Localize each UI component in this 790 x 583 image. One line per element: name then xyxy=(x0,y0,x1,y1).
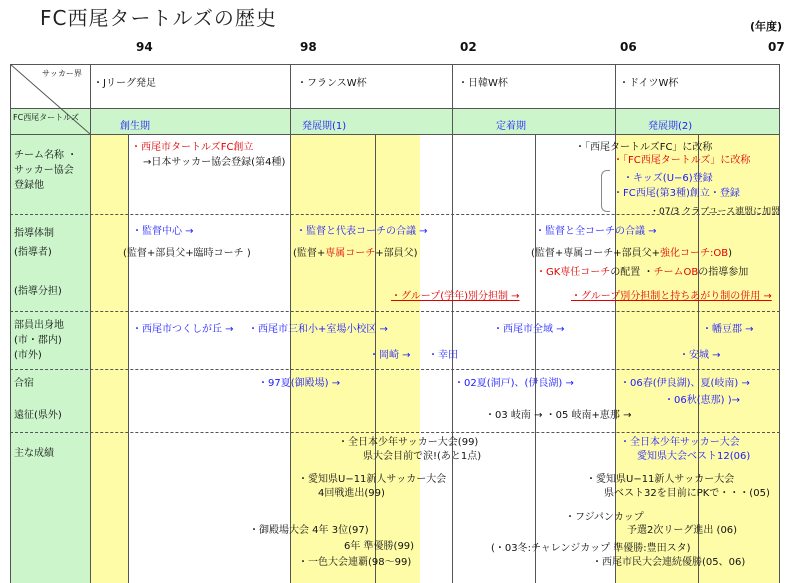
origin-entry: ・西尾市つくしが丘 → xyxy=(132,324,234,335)
coaching-entry: (監督+専属コーチ+部員父+強化コーチ:OB) xyxy=(531,248,733,259)
bracket xyxy=(601,170,610,212)
era-label: 発展期(1) xyxy=(302,121,347,132)
row-divider xyxy=(10,369,780,370)
origin-entry: ・幸田 xyxy=(428,350,458,361)
result-entry: ・西尾市民大会連続優勝(05、06) xyxy=(592,557,746,568)
row-label-expedition: 遠征(県外) xyxy=(14,410,62,421)
origin-entry: ・岡崎 → xyxy=(369,350,411,361)
origin-entry: ・西尾市三和小+室場小校区 → xyxy=(248,324,388,335)
row-label-results: 主な成績 xyxy=(14,448,54,459)
row-label-coaching-split: (指導分担) xyxy=(14,286,62,297)
expedition-entry: ・03 岐南 → ・05 岐南+恵那 → xyxy=(485,410,632,421)
origin-entry: ・西尾市全域 → xyxy=(493,324,565,335)
team-entry: →日本サッカー協会登録(第4種) xyxy=(143,157,286,168)
result-entry: 6年 準優勝(99) xyxy=(344,541,415,552)
unit-label: (年度) xyxy=(749,20,782,33)
result-entry: ・愛知県U−11新人サッカー大会 xyxy=(586,474,735,485)
origin-entry: ・幡豆郡 → xyxy=(702,324,754,335)
row-divider xyxy=(10,311,780,312)
result-entry: 4回戦進出(99) xyxy=(318,488,385,499)
era-label: 定着期 xyxy=(496,121,526,132)
camp-entry: ・02夏(洞戸)、(伊良湖) → xyxy=(454,378,574,389)
coaching-entry: ・グループ別分担制と持ちあがり制の併用 → xyxy=(571,291,772,302)
row-label-camp: 合宿 xyxy=(14,378,34,389)
team-entry: ・キッズ(U−6)登録 xyxy=(623,173,713,184)
era-label: 発展期(2) xyxy=(648,121,693,132)
result-entry: ・フジパンカップ xyxy=(565,512,644,523)
result-entry: 県大会目前で涙!(あと1点) xyxy=(363,451,482,462)
result-entry: 愛知県大会ベスト12(06) xyxy=(637,451,751,462)
result-entry: 県ベスト32を目前にPKで・・・(05) xyxy=(604,488,770,499)
camp-entry: ・06春(伊良湖)、夏(岐南) → xyxy=(620,378,750,389)
result-entry: 予選2次リーグ進出 (06) xyxy=(627,525,738,536)
result-entry: ・愛知県U−11新人サッカー大会 xyxy=(298,474,447,485)
soccer-event: ・日韓W杯 xyxy=(458,78,508,89)
coaching-entry: ・監督と代表コーチの合議 → xyxy=(296,226,428,237)
result-entry: (・03冬:チャレンジカップ 準優勝:豊田スタ) xyxy=(491,543,691,554)
year-label: 07 xyxy=(768,40,785,54)
camp-entry: ・06秋(恵那) )→ xyxy=(664,395,740,406)
team-entry: ・「西尾タートルズFC」に改称 xyxy=(575,142,713,153)
era-label: 創生期 xyxy=(120,121,150,132)
grid-line xyxy=(452,64,453,583)
grid-line xyxy=(90,64,91,583)
page-title: FC西尾タートルズの歴史 xyxy=(40,6,277,30)
grid-line xyxy=(10,64,780,65)
soccer-event: ・フランスW杯 xyxy=(297,78,367,89)
year-label: 94 xyxy=(136,40,153,54)
soccer-event: ・Jリーグ発足 xyxy=(93,78,156,89)
result-entry: ・全日本少年サッカー大会 xyxy=(620,437,740,448)
row-label-origin: 部員出身地 (市・郡内) (市外) xyxy=(14,320,64,361)
team-entry: ・「FC西尾タートルズ」に改称 xyxy=(613,155,751,166)
coaching-entry: (監督+専属コーチ+部員父) xyxy=(293,248,418,259)
year-label: 98 xyxy=(300,40,317,54)
year-label: 06 xyxy=(620,40,637,54)
soccer-event: ・ドイツW杯 xyxy=(619,78,679,89)
team-entry: ・07/3 クラブユース連盟に加盟 xyxy=(650,207,781,217)
year-label: 02 xyxy=(460,40,477,54)
team-entry: ・西尾市タートルズFC創立 xyxy=(131,142,254,153)
coaching-entry: ・監督と全コーチの合議 → xyxy=(535,226,657,237)
row-label-team: チーム名称 ・ サッカー協会 登録他 xyxy=(14,150,78,191)
grid-line xyxy=(10,134,780,135)
grid-line xyxy=(10,108,780,109)
row-divider xyxy=(10,432,780,433)
coaching-entry: (監督+部員父+臨時コーチ ) xyxy=(123,248,251,259)
highlight-band xyxy=(90,134,128,583)
result-entry: ・全日本少年サッカー大会(99) xyxy=(338,437,479,448)
coaching-entry: ・監督中心 → xyxy=(132,226,194,237)
result-entry: ・一色大会連覇(98〜99) xyxy=(298,557,412,568)
header-turtles: FC西尾タートルズ xyxy=(13,113,79,122)
team-entry: ・FC西尾(第3種)創立・登録 xyxy=(613,188,740,199)
header-soccer-world: サッカー界 xyxy=(42,69,82,78)
grid-line xyxy=(10,64,11,583)
coaching-entry: ・GK専任コーチの配置 ・チームOBの指導参加 xyxy=(536,267,749,278)
grid-line xyxy=(128,134,129,583)
grid-line xyxy=(535,134,536,583)
camp-entry: ・97夏(御殿場) → xyxy=(258,378,341,389)
origin-entry: ・安城 → xyxy=(679,350,721,361)
grid-line xyxy=(779,64,780,583)
row-label-coaching: 指導体制 (指導者) xyxy=(14,228,54,258)
coaching-entry: ・グループ(学年)別分担制 → xyxy=(391,291,520,302)
result-entry: ・御殿場大会 4年 3位(97) xyxy=(249,525,369,536)
